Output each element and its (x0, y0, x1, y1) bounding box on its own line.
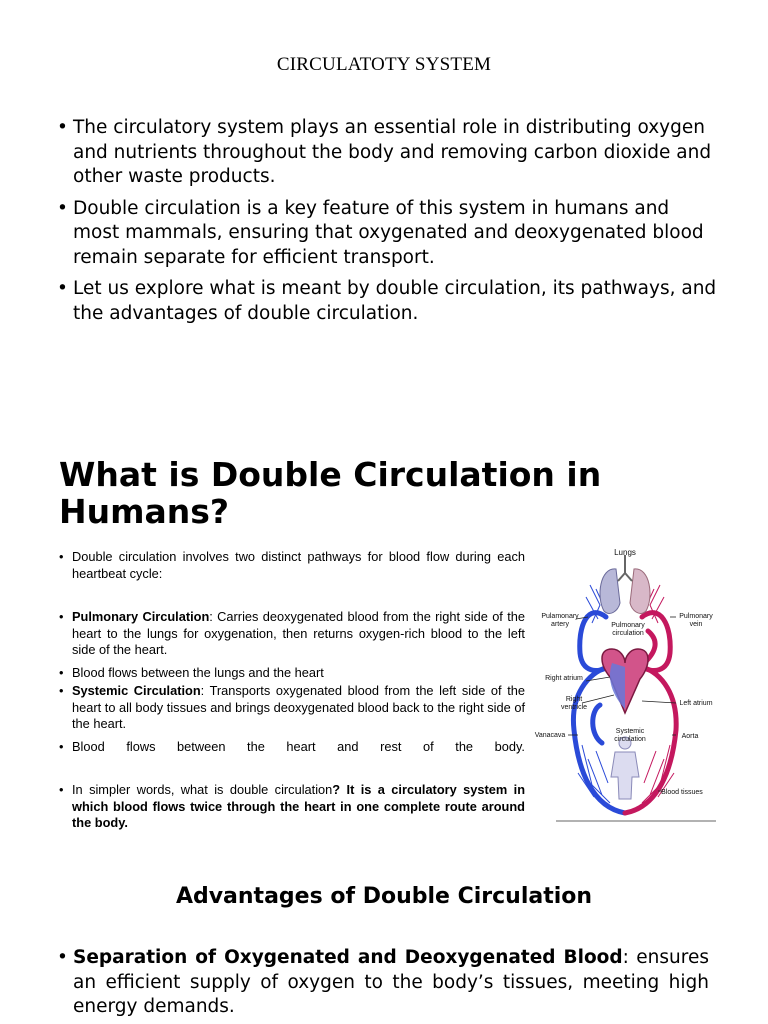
label-pulmonary-vein: Pulmonary (679, 613, 713, 620)
label-pulmonary-circulation: circulation (612, 630, 644, 637)
item-text: In simpler words, what is double circulation (72, 782, 333, 797)
list-item (59, 549, 525, 582)
label-pulmonary-artery: artery (551, 621, 569, 628)
list-item (59, 782, 525, 832)
label-blood-tissues: Blood tissues (661, 789, 703, 796)
item-text: Double circulation involves two distinct pathways for blood flow during each heartbeat cycle: (72, 549, 525, 581)
double-circulation-diagram (530, 545, 720, 825)
label-right-ventricle: ventricle (560, 704, 588, 711)
advantages-list (57, 946, 709, 1020)
label-right-atrium: Right atrium (545, 675, 583, 682)
list-item (57, 946, 709, 1020)
list-item (59, 609, 525, 659)
label-left-atrium: Left atrium (679, 700, 713, 707)
advantages-heading: Advantages of Double Circulation (175, 884, 593, 909)
label-lungs: Lungs (614, 548, 636, 557)
item-text: : Transports oxygenated blood from the left side of the heart to all body tissues and brings deoxygenated blood back to the right side of the heart. (72, 683, 525, 731)
double-circulation-list (59, 549, 525, 832)
label-pulmonary-circulation: Pulmonary (611, 622, 645, 629)
list-item (59, 739, 525, 756)
systemic-term: Systemic Circulation (72, 683, 201, 698)
item-text: : ensures an efficient supply of oxygen to the body’s tissues, meeting high energy demands. (73, 947, 709, 1017)
list-item (59, 683, 525, 733)
label-pulmonary-vein: vein (689, 621, 703, 628)
advantage-term: Separation of Oxygenated and Deoxygenated Blood (73, 947, 623, 968)
label-systemic-circulation: Systemic (615, 728, 645, 735)
label-vanacava: Vanacava (534, 732, 566, 739)
double-circulation-heading: What is Double Circulation in Humans? (59, 455, 602, 531)
pulmonary-term: Pulmonary Circulation (72, 609, 210, 624)
item-bold-text: ? It is a circulatory system in which blood flows twice through the heart in one complete route around the body. (72, 782, 526, 830)
label-systemic-circulation: circulation (614, 736, 646, 743)
intro-bullet: • The circulatory system plays an essential role in distributing oxygen and nutrients throughout the body and removing carbon dioxide and other waste products. (57, 116, 717, 190)
intro-bullet-list (57, 116, 717, 333)
label-right-ventricle: Right (565, 696, 583, 703)
item-text: : Carries deoxygenated blood from the right side of the heart to the lungs for oxygenation, then returns oxygen-rich blood to the left side of the heart. (72, 609, 525, 657)
item-text: Blood flows between the lungs and the heart (72, 664, 324, 680)
intro-bullet: • Let us explore what is meant by double circulation, its pathways, and the advantages of double circulation. (57, 277, 717, 326)
document-title: CIRCULATOTY SYSTEM (276, 54, 492, 75)
intro-bullet: • Double circulation is a key feature of this system in humans and most mammals, ensuring that oxygenated and deoxygenated blood remain separate for efficient transport. (57, 197, 717, 271)
label-pulmonary-artery: Pulamonary (541, 613, 579, 620)
item-text: Blood flows between the heart and rest of the body. (72, 738, 525, 754)
list-item (59, 665, 525, 682)
label-aorta: Aorta (681, 733, 699, 740)
